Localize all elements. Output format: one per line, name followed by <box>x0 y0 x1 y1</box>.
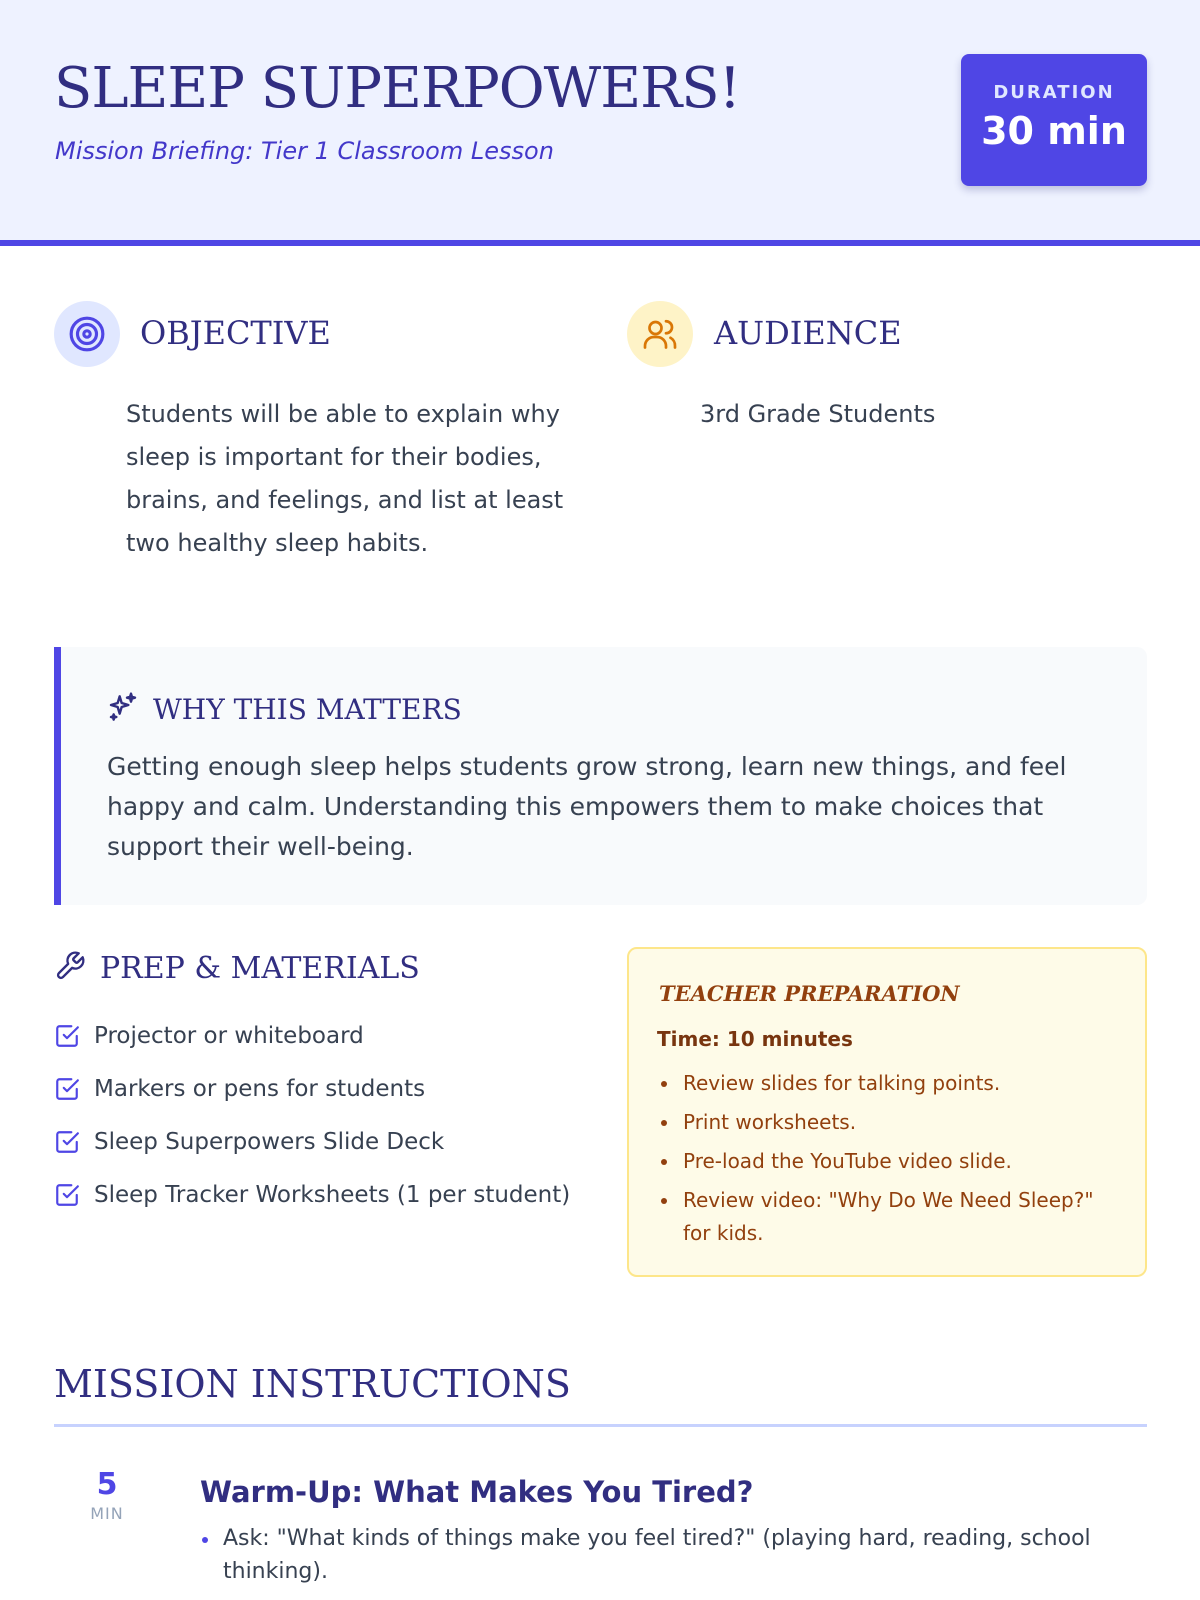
teacher-preparation-time: Time: 10 minutes <box>657 1027 853 1051</box>
sparkles-icon <box>107 691 139 727</box>
duration-value: 30 min <box>981 109 1127 153</box>
materials-list <box>54 1015 570 1227</box>
why-heading: WHY THIS MATTERS <box>153 692 462 726</box>
duration-badge <box>961 54 1147 186</box>
duration-label: DURATION <box>993 82 1115 103</box>
teacher-preparation-box <box>627 947 1147 1277</box>
list-item <box>54 1121 570 1174</box>
checkbox-checked-icon <box>54 1023 80 1049</box>
users-icon <box>627 301 693 367</box>
step-bullets <box>200 1522 1100 1588</box>
wrench-icon <box>54 950 86 986</box>
material-label: Markers or pens for students <box>94 1075 426 1102</box>
why-heading-row <box>107 691 462 727</box>
audience-heading: AUDIENCE <box>714 314 902 352</box>
step-minutes: 5 <box>96 1467 118 1502</box>
objective-heading: OBJECTIVE <box>140 314 331 352</box>
list-item: Ask: "What kinds of things make you feel tired?" (playing hard, reading, school thinking). <box>200 1522 1100 1588</box>
list-item: Print worksheets. <box>657 1106 1117 1139</box>
step-title: Warm-Up: What Makes You Tired? <box>200 1475 754 1509</box>
mission-instructions-heading: MISSION INSTRUCTIONS <box>54 1362 571 1406</box>
step-minutes-unit: MIN <box>90 1504 124 1523</box>
objective-text: Students will be able to explain why sleep is important for their bodies, brains, and feelings, and list at least two healthy sleep habits. <box>126 400 564 557</box>
page-subtitle: Mission Briefing: Tier 1 Classroom Lesson <box>55 137 554 165</box>
checkbox-checked-icon <box>54 1182 80 1208</box>
list-item: Review video: "Why Do We Need Sleep?" for kids. <box>657 1184 1117 1250</box>
list-item <box>54 1068 570 1121</box>
prep-heading: PREP & MATERIALS <box>100 950 420 986</box>
why-this-matters-callout <box>54 647 1147 905</box>
list-item: Pre-load the YouTube video slide. <box>657 1145 1117 1178</box>
checkbox-checked-icon <box>54 1129 80 1155</box>
list-item <box>54 1015 570 1068</box>
section-divider <box>54 1424 1147 1427</box>
target-icon <box>54 301 120 367</box>
list-item: Review slides for talking points. <box>657 1067 1117 1100</box>
step-duration <box>54 1468 160 1523</box>
page-title: SLEEP SUPERPOWERS! <box>54 56 741 121</box>
checkbox-checked-icon <box>54 1076 80 1102</box>
prep-heading-row <box>54 950 420 986</box>
teacher-preparation-list <box>657 1067 1117 1256</box>
why-text: Getting enough sleep helps students grow strong, learn new things, and feel happy and calm. Understanding this empowers them to make choices that support their well-being. <box>107 752 1067 861</box>
material-label: Projector or whiteboard <box>94 1022 364 1049</box>
list-item <box>54 1174 570 1227</box>
material-label: Sleep Superpowers Slide Deck <box>94 1128 445 1155</box>
header <box>0 0 1200 246</box>
material-label: Sleep Tracker Worksheets (1 per student) <box>94 1181 571 1208</box>
teacher-preparation-heading: TEACHER PREPARATION <box>659 981 960 1006</box>
audience-text: 3rd Grade Students <box>700 400 936 428</box>
